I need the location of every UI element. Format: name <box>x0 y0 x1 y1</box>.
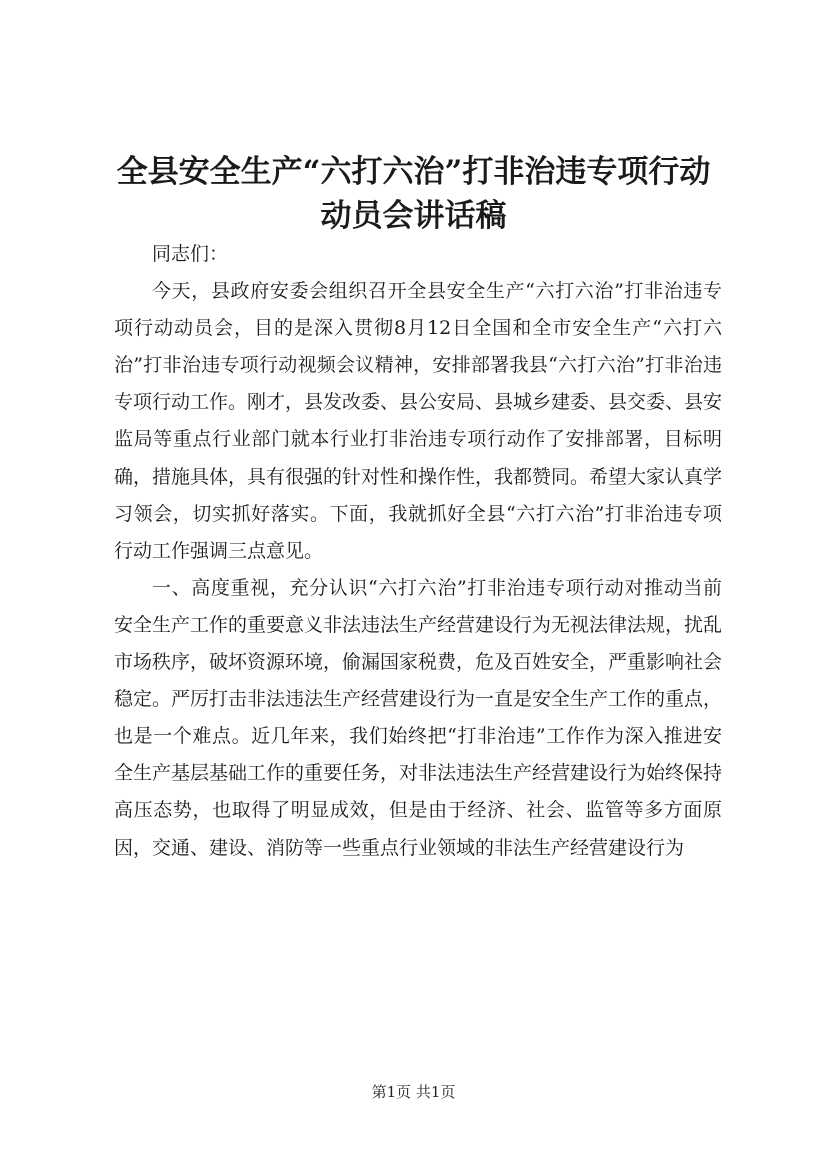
title-line-1: 全县安全生产“六打六治”打非治违专项行动 <box>116 154 711 190</box>
document-title <box>100 150 727 238</box>
document-body <box>114 236 722 867</box>
paragraph-1: 今天，县政府安委会组织召开全县安全生产“六打六治”打非治违专项行动动员会，目的是深入贯彻8月12日全国和全市安全生产“六打六治”打非治违专项行动视频会议精神，安排部署我县“六打六治”打非治违专项行动工作。刚才，县发改委、县公安局、县城乡建委、县交委、县安监局等重点行业部门就本行业打非治违专项行动作了安排部署，目标明确，措施具体，具有很强的针对性和操作性，我都赞同。希望大家认真学习领会，切实抓好落实。下面，我就抓好全县“六打六治”打非治违专项行动工作强调三点意见。 <box>114 280 723 562</box>
page-footer: 第1页 共1页 <box>371 1083 456 1101</box>
salutation: 同志们： <box>152 243 229 265</box>
title-line-2: 动员会讲话稿 <box>320 198 507 234</box>
paragraph-2: 一、高度重视，充分认识“六打六治”打非治违专项行动对推动当前安全生产工作的重要意义非法违法生产经营建设行为无视法律法规，扰乱市场秩序，破坏资源环境，偷漏国家税费，危及百姓安全，严重影响社会稳定。严厉打击非法违法生产经营建设行为一直是安全生产工作的重点，也是一个难点。近几年来，我们始终把“打非治违”工作作为深入推进安全生产基层基础工作的重要任务，对非法违法生产经营建设行为始终保持高压态势，也取得了明显成效，但是由于经济、社会、监管等多方面原因，交通、建设、消防等一些重点行业领域的非法生产经营建设行为 <box>114 576 723 859</box>
